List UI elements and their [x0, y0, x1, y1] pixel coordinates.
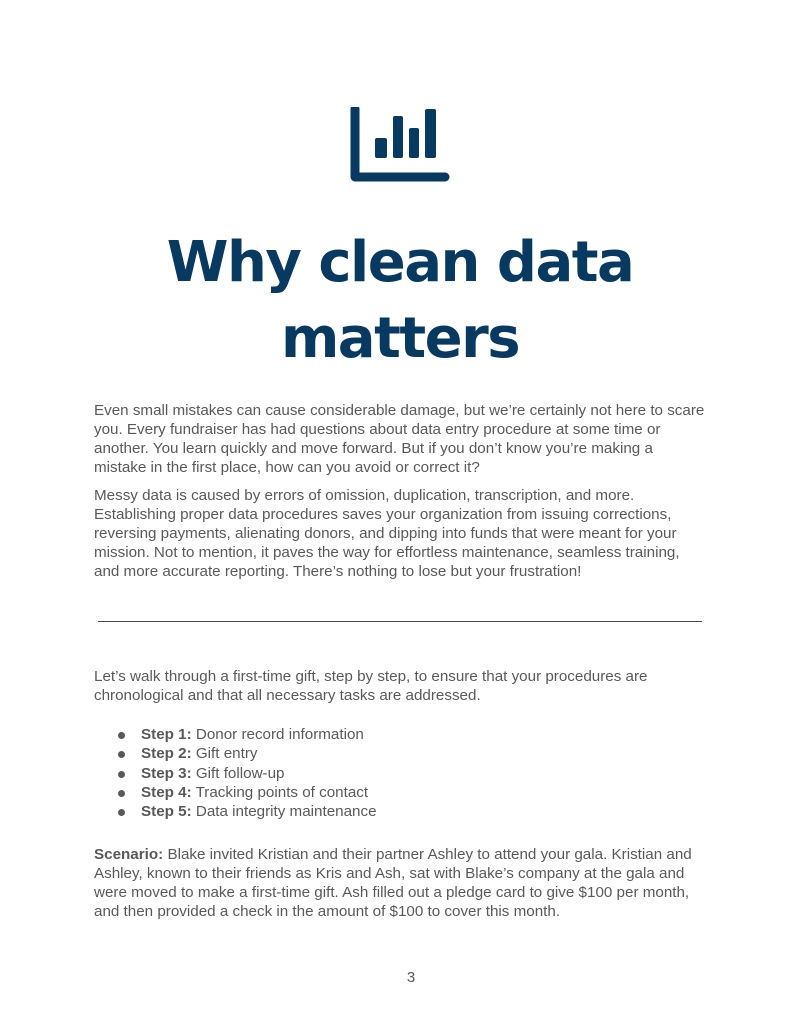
list-item [94, 764, 706, 783]
walkthrough-intro: Let’s walk through a first-time gift, step by step, to ensure that your procedures are chronological and that all necessary tasks are addressed. [94, 668, 648, 704]
bullet-icon [118, 771, 125, 778]
title-line-1: Why clean data [166, 230, 634, 295]
scenario-label: Scenario: [94, 846, 164, 863]
step-label: Step 2: [141, 745, 192, 763]
page-title [0, 225, 800, 377]
steps-list [94, 725, 706, 821]
section-divider [98, 621, 702, 622]
intro-paragraph-2: Messy data is caused by errors of omission, duplication, transcription, and more. Establishing proper data procedures saves your organization from issuing corrections, reversing payments, alienating donors, and dipping into funds that were meant for your mission. Not to mention, it paves the way for effortless maintenance, seamless training, and more accurate reporting. There’s nothing to lose but your frustration! [94, 487, 680, 580]
scenario-text: Blake invited Kristian and their partner Ashley to attend your gala. Kristian and Ashley, known to their friends as Kris and Ash, sat with Blake’s company at the gala and were moved to make a first-time gift. Ash filled out a pledge card to give $100 per month, and then provided a check in the amount of $100 to cover this month. [94, 846, 692, 920]
step-label: Step 5: [141, 803, 192, 821]
list-item [94, 802, 706, 821]
list-item [94, 783, 706, 802]
page-number: 3 [406, 969, 416, 986]
bullet-icon [118, 790, 125, 797]
intro-paragraph-1: Even small mistakes can cause considerable damage, but we’re certainly not here to scare you. Every fundraiser has had questions about data entry procedure at some time or another. You learn quickly and move forward. But if you don’t know you’re making a mistake in the first place, how can you avoid or correct it? [94, 402, 705, 476]
step-text: Tracking points of contact [191, 783, 369, 801]
bullet-icon [118, 751, 125, 758]
step-label: Step 3: [141, 764, 192, 782]
scenario-paragraph [94, 845, 706, 921]
step-text: Gift follow-up [191, 764, 285, 782]
step-text: Gift entry [191, 745, 258, 763]
bar-chart-icon [350, 107, 450, 183]
title-line-2: matters [280, 306, 520, 371]
list-item [94, 725, 706, 744]
step-label: Step 1: [141, 726, 192, 743]
step-text: Donor record information [191, 726, 364, 743]
step-label: Step 4: [141, 783, 192, 801]
step-text: Data integrity maintenance [191, 803, 377, 821]
bullet-icon [118, 809, 125, 816]
bullet-icon [118, 732, 125, 739]
list-item [94, 744, 706, 763]
